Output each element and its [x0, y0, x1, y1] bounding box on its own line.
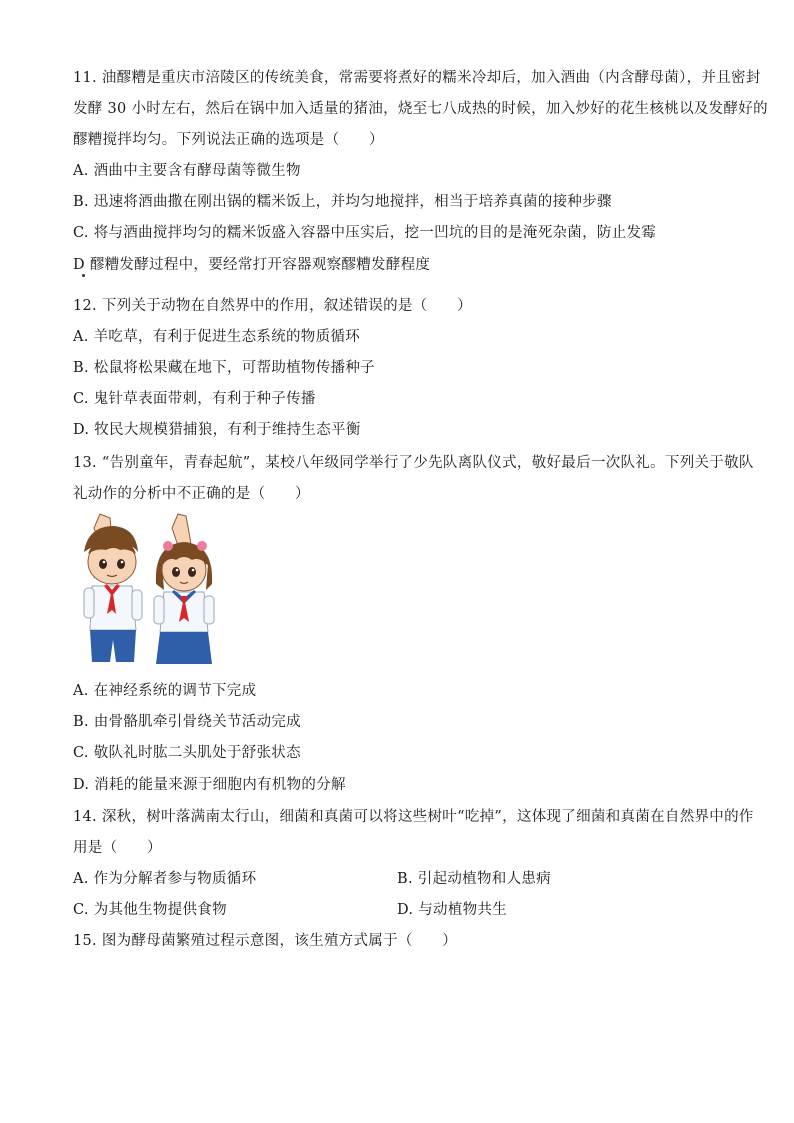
- q14-option-a: A. 作为分解者参与物质循环: [73, 871, 257, 887]
- q14-option-b: B. 引起动植物和人患病: [397, 871, 551, 887]
- q12-option-b: B. 松鼠将松果藏在地下，可帮助植物传播种子: [73, 360, 375, 376]
- q14-option-d: D. 与动植物共生: [397, 902, 508, 918]
- girl-illustration: [154, 514, 214, 664]
- q14-stem-line-2: 用是（ ）: [73, 840, 162, 856]
- q13-option-b: B. 由骨骼肌牵引骨绕关节活动完成: [73, 714, 301, 730]
- q13-stem-line-1: 13. “告别童年，青春起航”，某校八年级同学举行了少先队离队仪式，敬好最后一次队礼。下列关于敬队: [73, 455, 754, 471]
- q12-stem: 12. 下列关于动物在自然界中的作用，叙述错误的是（ ）: [73, 298, 472, 314]
- q11-stem-line-2: 发酵 30 小时左右，然后在锅中加入适量的猪油，烧至七八成热的时候，加入炒好的花生核桃以及发酵好的: [73, 101, 768, 117]
- stray-dot: [82, 274, 85, 277]
- q11-option-a: A. 酒曲中主要含有酵母菌等微生物: [73, 163, 301, 179]
- q15-stem: 15. 图为酵母菌繁殖过程示意图，该生殖方式属于（ ）: [73, 933, 458, 949]
- q11-stem-line-1: 11. 油醪糟是重庆市涪陵区的传统美食，常需要将煮好的糯米冷却后，加入酒曲（内含酵母菌），并且密封: [73, 70, 761, 86]
- q11-option-b: B. 迅速将酒曲撒在刚出锅的糯米饭上，并均匀地搅拌，相当于培养真菌的接种步骤: [73, 194, 612, 210]
- q14-stem-line-1: 14. 深秋，树叶落满南太行山，细菌和真菌可以将这些树叶“吃掉”，这体现了细菌和真菌在自然界中的作: [73, 809, 754, 825]
- q12-option-d: D. 牧民大规模猎捕狼，有利于维持生态平衡: [73, 422, 361, 438]
- saluting-students-figure: [70, 510, 230, 668]
- q13-option-d: D. 消耗的能量来源于细胞内有机物的分解: [73, 777, 346, 793]
- boy-illustration: [84, 514, 142, 662]
- q14-option-c: C. 为其他生物提供食物: [73, 902, 227, 918]
- q13-option-c: C. 敬队礼时肱二头肌处于舒张状态: [73, 745, 301, 761]
- q13-option-a: A. 在神经系统的调节下完成: [73, 683, 257, 699]
- q11-option-d: D 醪糟发酵过程中，要经常打开容器观察醪糟发酵程度: [73, 257, 431, 273]
- q13-stem-line-2: 礼动作的分析中不正确的是（ ）: [73, 486, 310, 502]
- q11-stem-line-3: 醪糟搅拌均匀。下列说法正确的选项是（ ）: [73, 132, 384, 148]
- q12-option-c: C. 鬼针草表面带刺，有利于种子传播: [73, 391, 316, 407]
- q11-option-c: C. 将与酒曲搅拌均匀的糯米饭盛入容器中压实后，挖一凹坑的目的是淹死杂菌，防止发霉: [73, 225, 657, 241]
- q12-option-a: A. 羊吃草，有利于促进生态系统的物质循环: [73, 329, 360, 345]
